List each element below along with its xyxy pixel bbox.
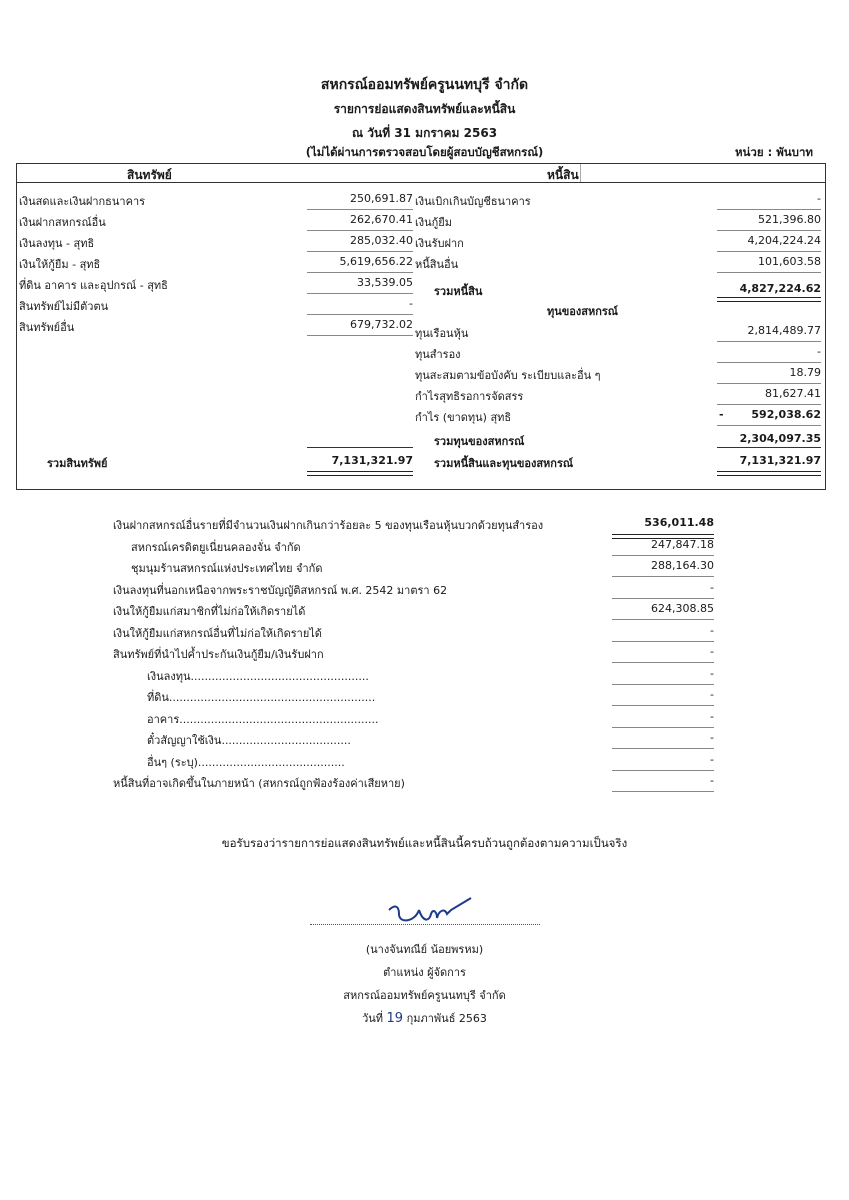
signer-position: ตำแหน่ง ผู้จัดการ (383, 966, 466, 979)
total-liabilities-value: 4,827,224.62 (739, 282, 821, 295)
liability-value: 101,603.58 (758, 255, 821, 268)
equity-heading: ทุนของสหกรณ์ (547, 305, 619, 318)
asset-underline (307, 272, 413, 273)
note-label: หนี้สินที่อาจเกิดขึ้นในภายหน้า (สหกรณ์ถูกฟ้องร้องค่าเสียหาย) (113, 777, 405, 790)
note-label: เงินลงทุน................................................... (147, 669, 369, 683)
equity-value: 2,814,489.77 (747, 324, 821, 337)
equity-underline (717, 341, 821, 342)
asset-label: เงินฝากสหกรณ์อื่น (19, 216, 106, 229)
org-title: สหกรณ์ออมทรัพย์ครูนนทบุรี จำกัด (320, 77, 529, 93)
note-underline (612, 748, 714, 749)
asset-label: สินทรัพย์อื่น (19, 321, 75, 334)
asset-value: - (409, 297, 413, 310)
note-value: - (710, 580, 714, 594)
note-label: สินทรัพย์ที่นำไปค้ำประกันเงินกู้ยืม/เงินรับฝาก (113, 648, 324, 661)
total-liab-equity-value: 7,131,321.97 (739, 454, 821, 467)
equity-label: ทุนสะสมตามข้อบังคับ ระเบียบและอื่น ๆ (415, 369, 601, 382)
asset-underline (307, 209, 413, 210)
asset-underline (307, 293, 413, 294)
report-title: รายการย่อแสดงสินทรัพย์และหนี้สิน (333, 102, 516, 116)
asset-label: ที่ดิน อาคาร และอุปกรณ์ - สุทธิ (19, 279, 168, 292)
total-assets-label: รวมสินทรัพย์ (47, 457, 108, 470)
total-liabilities-label: รวมหนี้สิน (434, 285, 483, 298)
note-underline (612, 619, 714, 620)
note-value: - (710, 709, 714, 723)
asset-value: 285,032.40 (350, 234, 413, 247)
note-value: 624,308.85 (651, 602, 714, 615)
note-underline (612, 770, 714, 771)
note-value: - (710, 731, 714, 744)
asset-underline (307, 251, 413, 252)
total-equity-label: รวมทุนของสหกรณ์ (434, 435, 525, 448)
note-value: - (710, 645, 714, 658)
note-label: เงินให้กู้ยืมแก่สมาชิกที่ไม่ก่อให้เกิดรายได้ (113, 605, 306, 618)
asset-value: 262,670.41 (350, 213, 413, 226)
equity-value: 81,627.41 (765, 387, 821, 400)
asset-underline (307, 230, 413, 231)
note-value: - (710, 666, 714, 680)
equity-value: 18.79 (789, 366, 821, 379)
note-label: เงินลงทุนที่นอกเหนือจากพระราชบัญญัติสหกรณ์ พ.ศ. 2542 มาตรา 62 (113, 583, 448, 597)
equity-underline (717, 404, 821, 405)
negative-sign: - (719, 408, 724, 421)
note-underline (612, 641, 714, 642)
unit-label: หน่วย : พันบาท (734, 145, 813, 159)
asset-value: 33,539.05 (357, 276, 413, 289)
total-assets-value: 7,131,321.97 (331, 454, 413, 467)
note-value: 536,011.48 (644, 516, 714, 529)
equity-underline (717, 425, 821, 426)
equity-value: - (817, 345, 821, 358)
equity-value: 592,038.62 (751, 408, 821, 421)
note-underline (612, 727, 714, 728)
asset-label: สินทรัพย์ไม่มีตัวตน (19, 300, 109, 313)
liability-underline (717, 209, 821, 210)
note-label: ที่ดิน........................................................... (147, 691, 376, 704)
asset-value: 250,691.87 (350, 192, 413, 205)
asset-label: เงินลงทุน - สุทธิ (19, 237, 95, 250)
equity-label: ทุนสำรอง (415, 348, 461, 361)
signed-date: วันที่ 19 กุมภาพันธ์ 2563 (362, 1011, 487, 1026)
signed-day: 19 (386, 1011, 404, 1026)
asset-underline (307, 314, 413, 315)
liability-underline (717, 230, 821, 231)
note-label: ชุมนุมร้านสหกรณ์แห่งประเทศไทย จำกัด (131, 562, 323, 575)
note-label: ตั๋วสัญญาใช้เงิน..................................... (147, 734, 351, 747)
liability-label: เงินรับฝาก (415, 237, 464, 250)
certification-text: ขอรับรองว่ารายการย่อแสดงสินทรัพย์และหนี้สินนี้ครบถ้วนถูกต้องตามความเป็นจริง (221, 836, 628, 850)
note-underline (612, 598, 714, 599)
note-underline (612, 791, 714, 792)
asset-label: เงินให้กู้ยืม - สุทธิ (19, 258, 101, 271)
note-underline (612, 705, 714, 706)
assets-heading: สินทรัพย์ (127, 168, 172, 182)
liability-label: หนี้สินอื่น (415, 258, 459, 271)
asset-underline (307, 335, 413, 336)
audit-note: (ไม่ได้ผ่านการตรวจสอบโดยผู้สอบบัญชีสหกรณ์) (305, 145, 544, 159)
equity-label: ทุนเรือนหุ้น (415, 327, 469, 340)
note-label: อื่นๆ (ระบุ).......................................... (147, 755, 345, 769)
liabilities-heading: หนี้สิน (547, 168, 579, 182)
note-label: สหกรณ์เครดิตยูเนี่ยนคลองจั่น จำกัด (131, 540, 301, 554)
note-value: - (710, 752, 714, 766)
note-underline (612, 684, 714, 685)
asset-value: 5,619,656.22 (339, 255, 413, 268)
equity-underline (717, 362, 821, 363)
note-label: เงินให้กู้ยืมแก่สหกรณ์อื่นที่ไม่ก่อให้เกิดรายได้ (113, 626, 322, 640)
note-underline (612, 576, 714, 577)
asset-value: 679,732.02 (350, 318, 413, 331)
note-underline (612, 662, 714, 663)
note-underline (612, 555, 714, 556)
liability-underline (717, 272, 821, 273)
balance-sheet-table (16, 163, 826, 490)
liability-value: 521,396.80 (758, 213, 821, 226)
note-value: 288,164.30 (651, 559, 714, 572)
signer-name: (นางจันทณีย์ น้อยพรหม) (365, 943, 484, 956)
note-value: - (710, 774, 714, 787)
note-value: - (710, 623, 714, 637)
liability-label: เงินกู้ยืม (415, 216, 453, 229)
note-value: - (710, 688, 714, 701)
equity-label: กำไร (ขาดทุน) สุทธิ (415, 411, 512, 424)
asset-label: เงินสดและเงินฝากธนาคาร (19, 195, 146, 208)
equity-underline (717, 383, 821, 384)
liability-label: เงินเบิกเกินบัญชีธนาคาร (415, 195, 531, 208)
note-value: 247,847.18 (651, 537, 714, 551)
note-label: อาคาร......................................................... (147, 712, 379, 726)
liability-underline (717, 251, 821, 252)
total-equity-value: 2,304,097.35 (739, 432, 821, 445)
report-date: ณ วันที่ 31 มกราคม 2563 (351, 126, 498, 140)
total-liab-equity-label: รวมหนี้สินและทุนของสหกรณ์ (434, 457, 574, 470)
signer-org: สหกรณ์ออมทรัพย์ครูนนทบุรี จำกัด (343, 989, 506, 1002)
note-label: เงินฝากสหกรณ์อื่นรายที่มีจำนวนเงินฝากเกินกว่าร้อยละ 5 ของทุนเรือนหุ้นบวกด้วยทุนสำรอง (113, 519, 544, 532)
equity-label: กำไรสุทธิรอการจัดสรร (415, 390, 524, 403)
liability-value: - (817, 192, 821, 205)
liability-value: 4,204,224.24 (747, 234, 821, 247)
